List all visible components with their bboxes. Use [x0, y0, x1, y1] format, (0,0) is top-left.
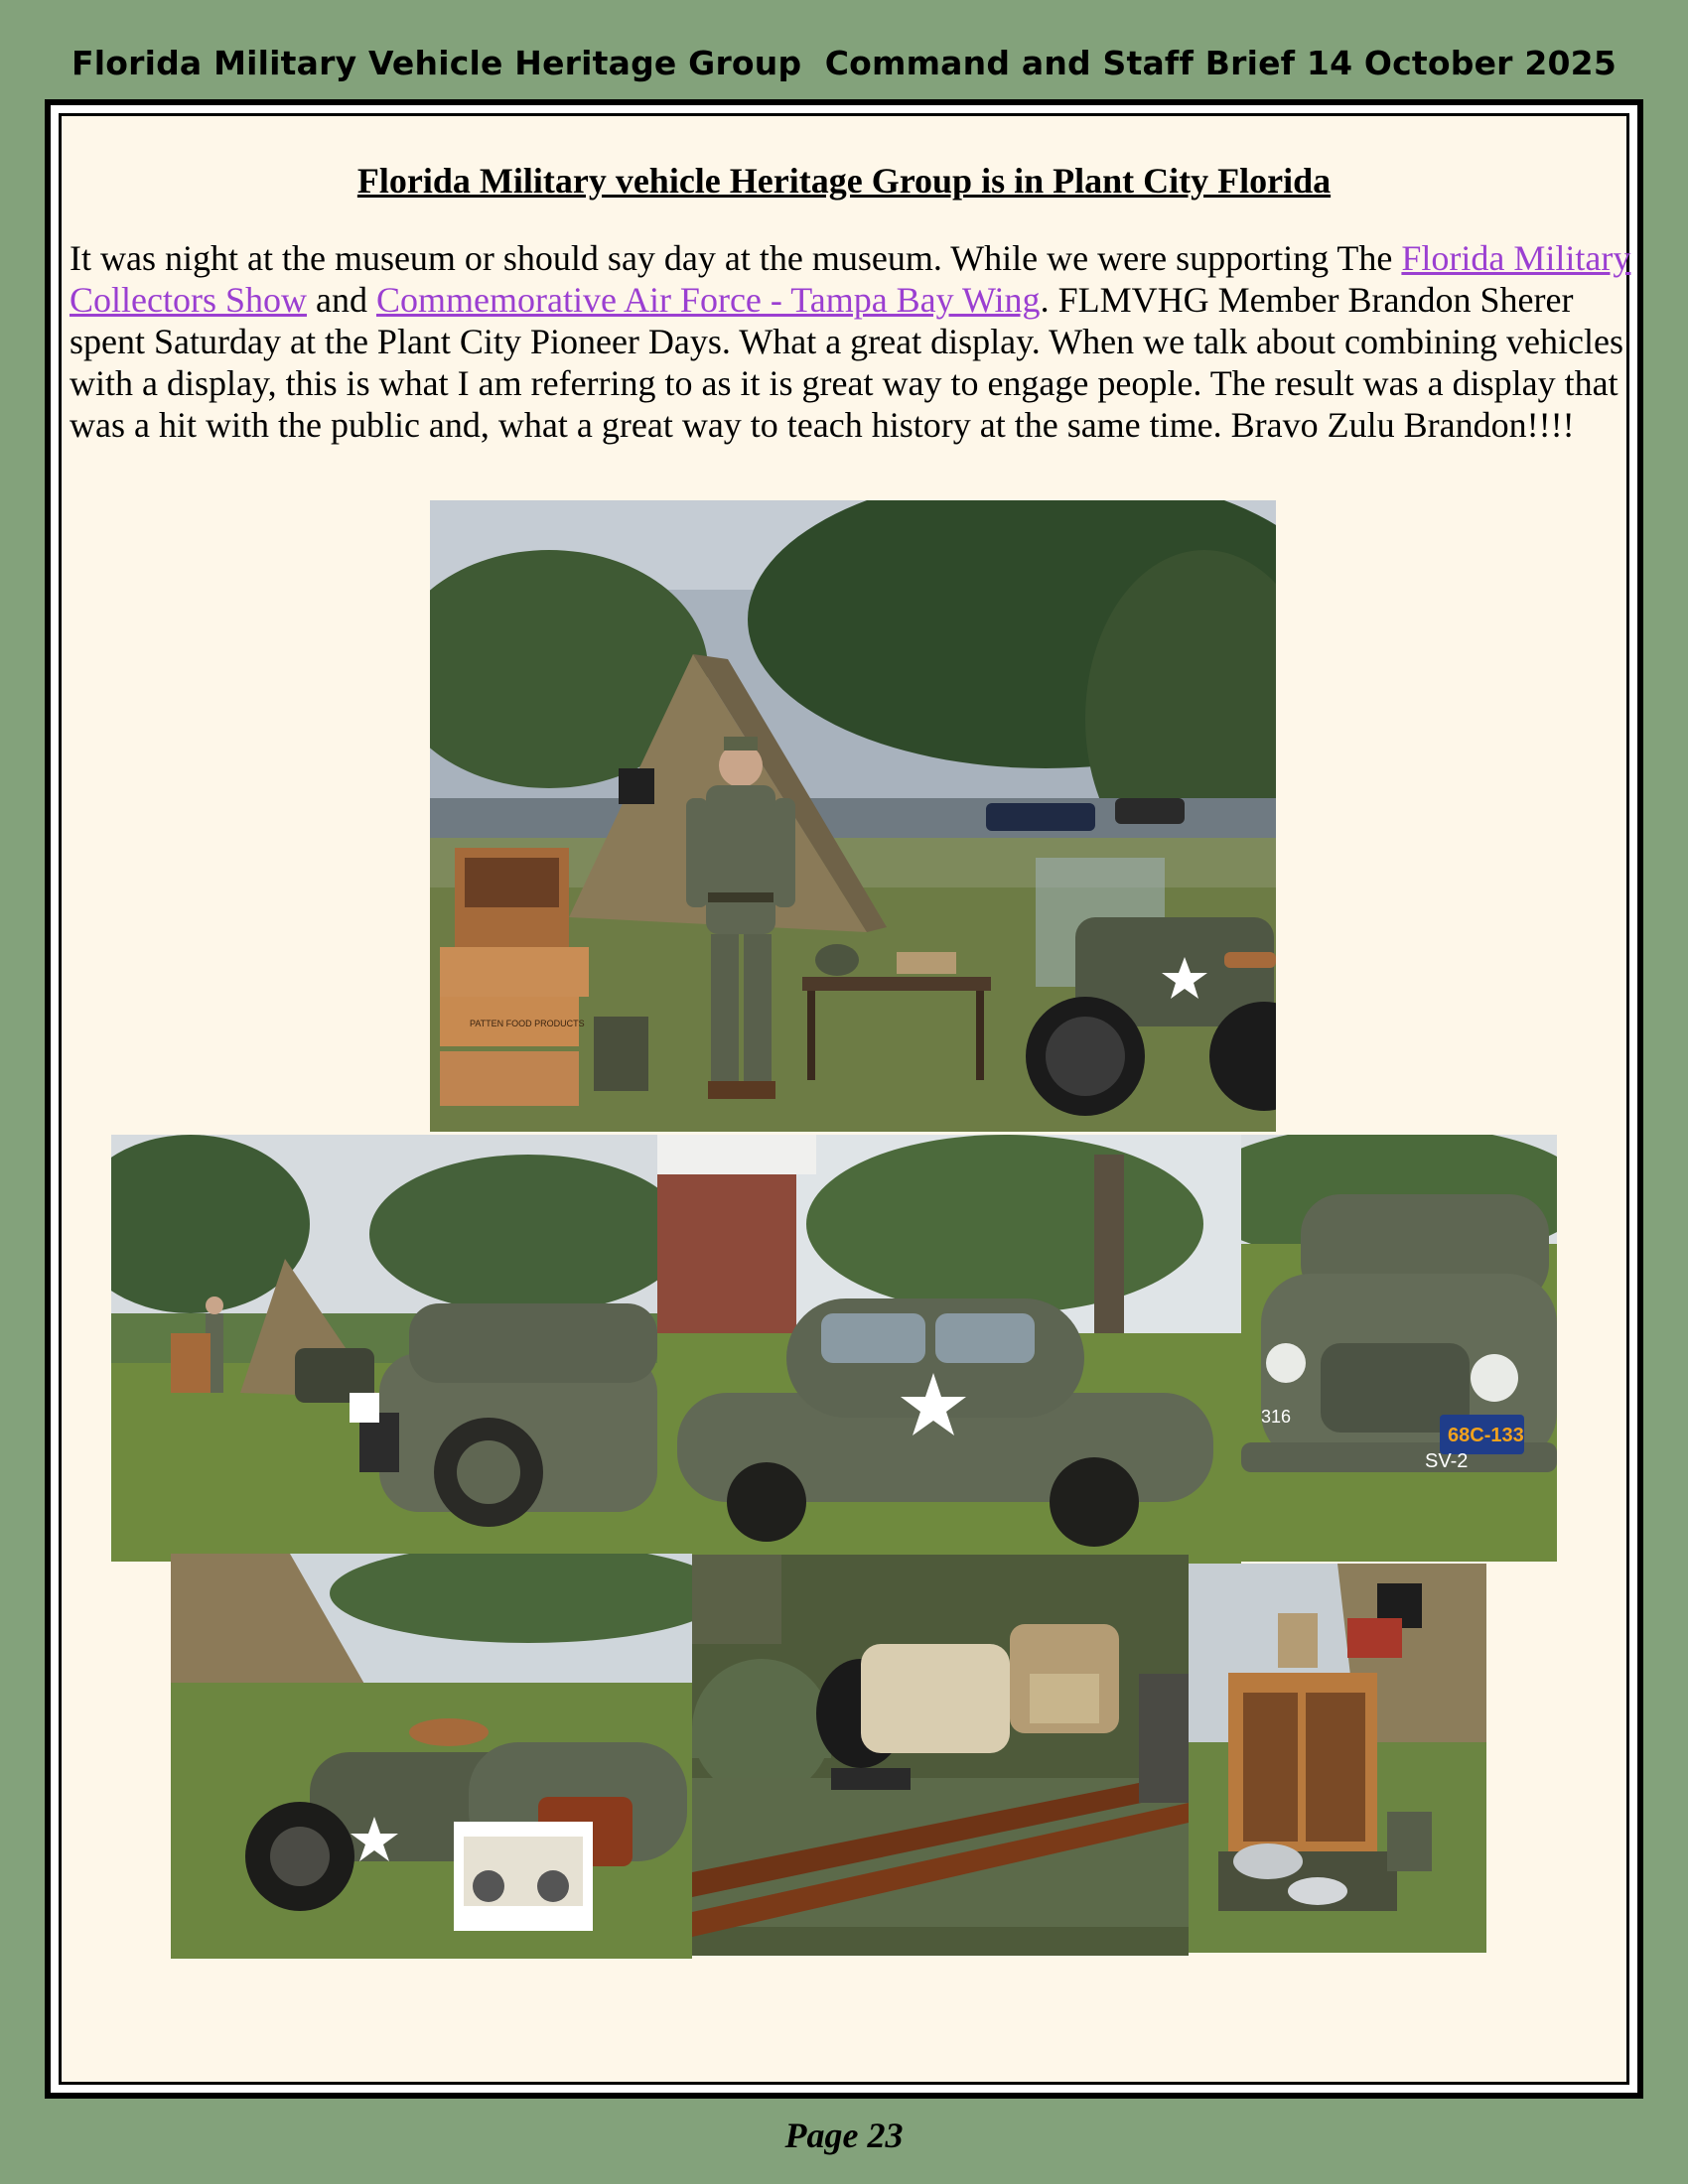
car-license-plate: 68C-133	[1448, 1425, 1524, 1446]
header-brief: Command and Staff Brief 14 October 2025	[824, 44, 1617, 82]
photo-staff-car-side	[657, 1135, 1241, 1567]
article-text-2: and	[307, 280, 376, 320]
page-header	[0, 44, 1688, 82]
photo-helmet-rifles-gear	[692, 1555, 1189, 1956]
photo-display-wide-view	[111, 1135, 657, 1562]
article-text-1: It was night at the museum or should say day at the museum. While we were supporting The	[70, 238, 1402, 278]
photo-soldier-tent-display	[430, 500, 1276, 1132]
link-florida-military-collectors-show[interactable]: Florida Military Collectors Show	[70, 238, 1631, 320]
article-text-3: . FLMVHG Member Brandon Sherer spent Saturday at the Plant City Pioneer Days. What a great display. When we talk about combining vehicles with a display, this is what I am referring to as it is great way to engage people. The result was a display that was a hit with the public and, what a great way to teach history at the same time. Bravo Zulu Brandon!!!!	[70, 280, 1623, 445]
photo-field-kitchen-chest	[1189, 1564, 1486, 1953]
link-commemorative-air-force[interactable]: Commemorative Air Force - Tampa Bay Wing	[375, 280, 1041, 320]
crate-label: PATTEN FOOD PRODUCTS	[470, 1019, 585, 1028]
photo-motorcycle-sidecar	[171, 1554, 692, 1959]
header-org: Florida Military Vehicle Heritage Group	[71, 44, 802, 82]
article-title: Florida Military vehicle Heritage Group is in Plant City Florida	[356, 161, 1332, 201]
car-bumper-marking: SV-2	[1425, 1450, 1469, 1472]
photo-staff-car-front	[1241, 1135, 1557, 1562]
car-number: 316	[1261, 1407, 1292, 1427]
page-number: Page 23	[784, 2116, 904, 2155]
article-body	[70, 237, 1640, 446]
